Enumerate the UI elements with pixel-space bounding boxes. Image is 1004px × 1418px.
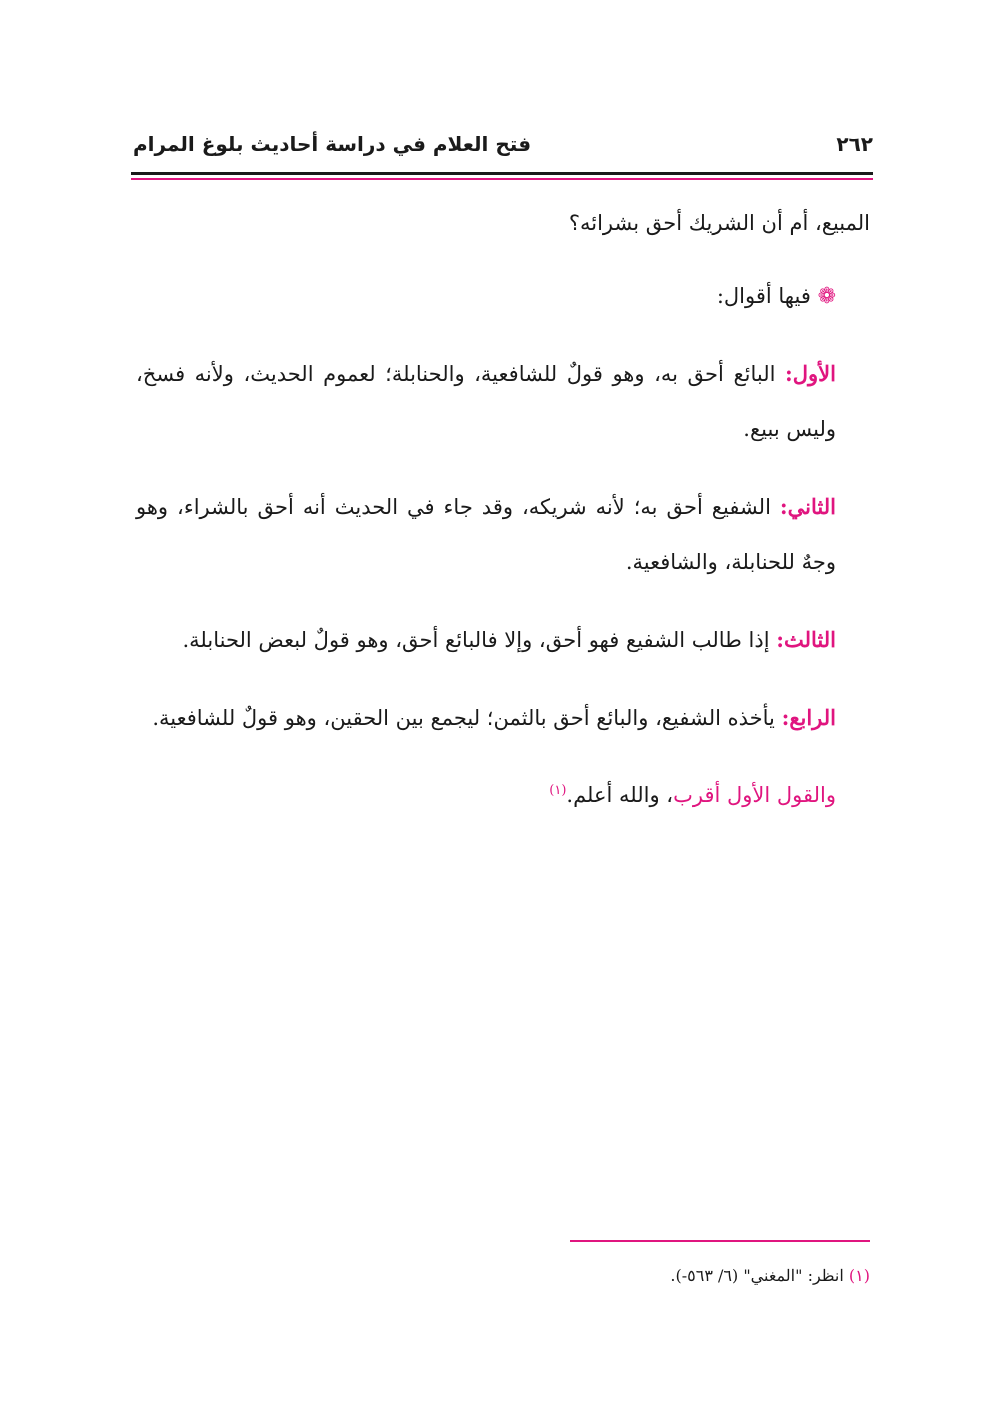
- opinions-heading-text: فيها أقوال:: [716, 284, 811, 308]
- header-rule-black: [131, 172, 873, 175]
- opinion-text: إذا طالب الشفيع فهو أحق، وإلا فالبائع أحق، وهو قولٌ لبعض الحنابلة.: [182, 628, 770, 652]
- opinion-text: البائع أحق به، وهو قولٌ للشافعية، والحنابلة؛ لعموم الحديث، ولأنه فسخ، وليس ببيع.: [136, 362, 836, 441]
- opinion-label: الأول:: [785, 361, 836, 386]
- flower-icon: ❁: [817, 284, 836, 309]
- conclusion: [136, 768, 870, 823]
- opinion-2: [136, 479, 870, 590]
- opinion-label: الثالث:: [776, 627, 836, 652]
- footnote-number: (١): [848, 1266, 870, 1285]
- conclusion-rest: ، والله أعلم.: [566, 783, 674, 807]
- conclusion-highlight: والقول الأول أقرب: [673, 783, 836, 807]
- page-number: ٢٦٢: [836, 132, 873, 156]
- opinion-1: [136, 346, 870, 457]
- opinion-label: الثاني:: [779, 494, 836, 519]
- opinions-heading: [136, 269, 870, 324]
- opinion-4: [136, 690, 870, 746]
- opinion-text: يأخذه الشفيع، والبائع أحق بالثمن؛ ليجمع بين الحقين، وهو قولٌ للشافعية.: [152, 706, 775, 730]
- intro-paragraph: المبيع، أم أن الشريك أحق بشرائه؟: [568, 211, 870, 235]
- footnote: [670, 1266, 870, 1285]
- opinion-text: الشفيع أحق به؛ لأنه شريكه، وقد جاء في الحديث أنه أحق بالشراء، وهو وجهٌ للحنابلة، والشافعية.: [136, 495, 836, 574]
- header-rule-pink: [131, 178, 873, 180]
- footnote-text: انظر: "المغني" (٦/ ٥٦٣-).: [670, 1266, 844, 1285]
- running-title: فتح العلام في دراسة أحاديث بلوغ المرام: [133, 132, 532, 156]
- footnote-separator: [570, 1240, 870, 1242]
- main-text: [136, 196, 870, 845]
- footnote-reference[interactable]: (١): [549, 783, 567, 798]
- opinion-label: الرابع:: [781, 705, 836, 730]
- page-header: [133, 128, 873, 168]
- opinion-3: [136, 612, 870, 668]
